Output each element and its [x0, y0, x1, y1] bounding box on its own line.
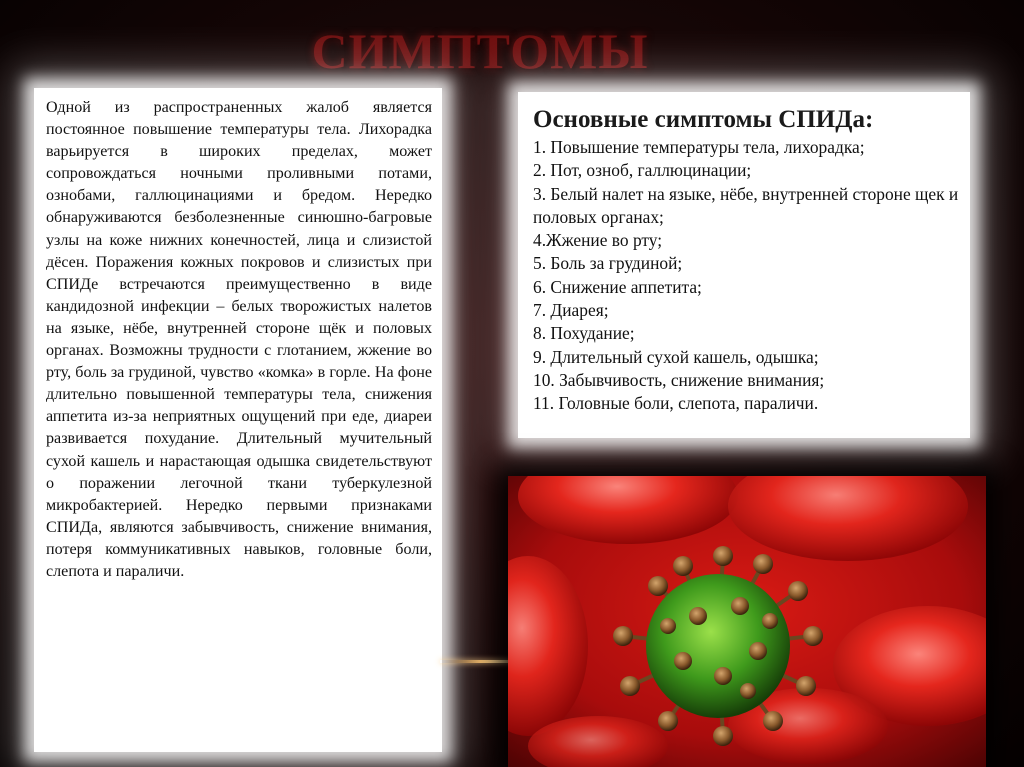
symptom-item: 11. Головные боли, слепота, параличи. — [533, 393, 819, 414]
symptoms-heading — [533, 105, 873, 135]
symptoms-heading-colon: : — [864, 106, 874, 133]
symptom-item: 2. Пот, озноб, галлюцинации; — [533, 160, 752, 181]
virus-illustration — [508, 476, 986, 767]
symptom-item: 10. Забывчивость, снижение внимания; — [533, 369, 825, 390]
slide-title: СИМПТОМЫ — [311, 23, 649, 79]
symptom-item: 6. Снижение аппетита; — [533, 276, 702, 297]
symptom-item: 1. Повышение температуры тела, лихорадка; — [533, 137, 865, 157]
symptom-item: 8. Похудание; — [533, 323, 635, 344]
symptom-item: 5. Боль за грудиной; — [533, 253, 683, 274]
symptom-item: 4.Жжение во рту; — [533, 230, 663, 251]
symptoms-list — [533, 136, 965, 416]
symptoms-panel — [518, 92, 970, 438]
symptoms-heading-text: Основные симптомы СПИДа — [533, 106, 865, 133]
description-panel — [34, 88, 442, 752]
symptom-item: 9. Длительный сухой кашель, одышка; — [533, 346, 819, 367]
symptom-item: 3. Белый налет на языке, нёбе, внутренней стороне щек и половых органах; — [533, 183, 959, 227]
description-text: Одной из распространенных жалоб является постоянное повышение температуры тела. Лихорадка варьируется в широких пределах, может сопровождаться ночными проливными потами, ознобами, галлюцинациями и бредом. Нередко обнаруживаются безболезненные синюшно-багровые узлы на коже нижних конечностей, лица и слизистой дёсен. Поражения кожных покровов и слизистых при СПИДе встречаются преимущественно в виде кандидозной инфекции – белых творожистых налетов на языке, нёбе, внутренней стороне щёк и половых органах. Возможны трудности с глотанием, жжение во рту, боль за грудиной, чувство «комка» в горле. На фоне длительно повышенной температуры тела, снижения аппетита из-за неприятных ощущений при еде, диареи развивается похудание. Длительный мучительный сухой кашель и нарастающая одышка свидетельствуют о поражении легочной ткани туберкулезной микробактерией. Нередко первыми признаками СПИДа, являются забывчивость, снижение внимания, потеря коммуникативных навыков, головные боли, слепота и параличи. — [46, 99, 432, 580]
symptom-item: 7. Диарея; — [533, 300, 609, 321]
